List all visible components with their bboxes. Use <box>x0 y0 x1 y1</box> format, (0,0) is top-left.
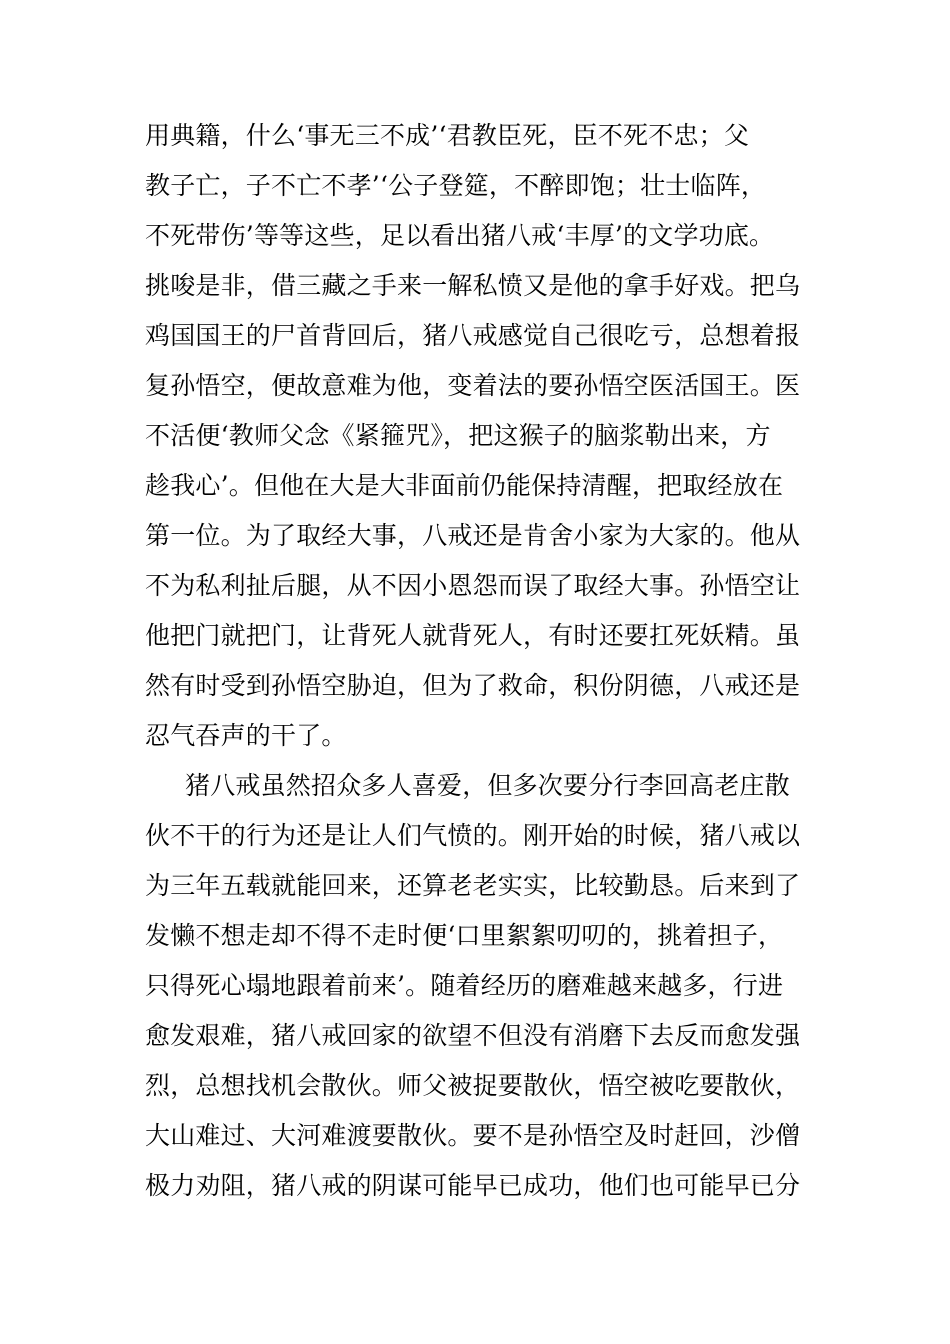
text-line: 鸡国国王的尸首背回后，猪八戒感觉自己很吃亏，总想着报 <box>145 321 801 350</box>
text-line: 挑唆是非，借三藏之手来一解私愤又是他的拿手好戏。把乌 <box>145 271 801 300</box>
text-line: 不为私利扯后腿，从不因小恩怨而误了取经大事。孙悟空让 <box>145 571 801 600</box>
text-line: 只得死心塌地跟着前来’。随着经历的磨难越来越多，行进 <box>145 971 784 1000</box>
text-line: 趁我心’。但他在大是大非面前仍能保持清醒，把取经放在 <box>145 471 784 500</box>
text-line: 为三年五载就能回来，还算老老实实，比较勤恳。后来到了 <box>145 871 801 900</box>
text-line: 大山难过、大河难渡要散伙。要不是孙悟空及时赶回，沙僧 <box>145 1121 801 1150</box>
text-line: 发懒不想走却不得不走时便‘口里絮絮叨叨的，挑着担子， <box>145 921 784 950</box>
text-line: 然有时受到孙悟空胁迫，但为了救命，积份阴德，八戒还是 <box>145 671 801 700</box>
text-line: 他把门就把门，让背死人就背死人，有时还要扛死妖精。虽 <box>145 621 801 650</box>
text-line: 不死带伤’等等这些，足以看出猪八戒‘丰厚’的文学功底。 <box>145 221 775 250</box>
text-line: 用典籍，什么‘事无三不成’‘君教臣死，臣不死不忠；父 <box>145 121 750 150</box>
text-line: 教子亡，子不亡不孝’‘公子登筵，不醉即饱；壮士临阵， <box>145 171 767 200</box>
text-line: 极力劝阻，猪八戒的阴谋可能早已成功，他们也可能早已分 <box>145 1171 801 1200</box>
body-text <box>145 111 825 1211</box>
paragraph-2 <box>145 761 825 1211</box>
text-line: 复孙悟空，便故意难为他，变着法的要孙悟空医活国王。医 <box>145 371 801 400</box>
text-line-indented: 猪八戒虽然招众多人喜爱，但多次要分行李回高老庄散 <box>185 771 790 800</box>
text-line: 愈发艰难，猪八戒回家的欲望不但没有消磨下去反而愈发强 <box>145 1021 801 1050</box>
text-line: 不活便‘教师父念《紧箍咒》，把这猴子的脑浆勒出来，方 <box>145 421 771 450</box>
text-line: 第一位。为了取经大事，八戒还是肯舍小家为大家的。他从 <box>145 521 801 550</box>
paragraph-1 <box>145 111 825 761</box>
text-line: 忍气吞声的干了。 <box>145 721 347 750</box>
text-line: 烈，总想找机会散伙。师父被捉要散伙，悟空被吃要散伙， <box>145 1071 801 1100</box>
text-line: 伙不干的行为还是让人们气愤的。刚开始的时候，猪八戒以 <box>145 821 801 850</box>
